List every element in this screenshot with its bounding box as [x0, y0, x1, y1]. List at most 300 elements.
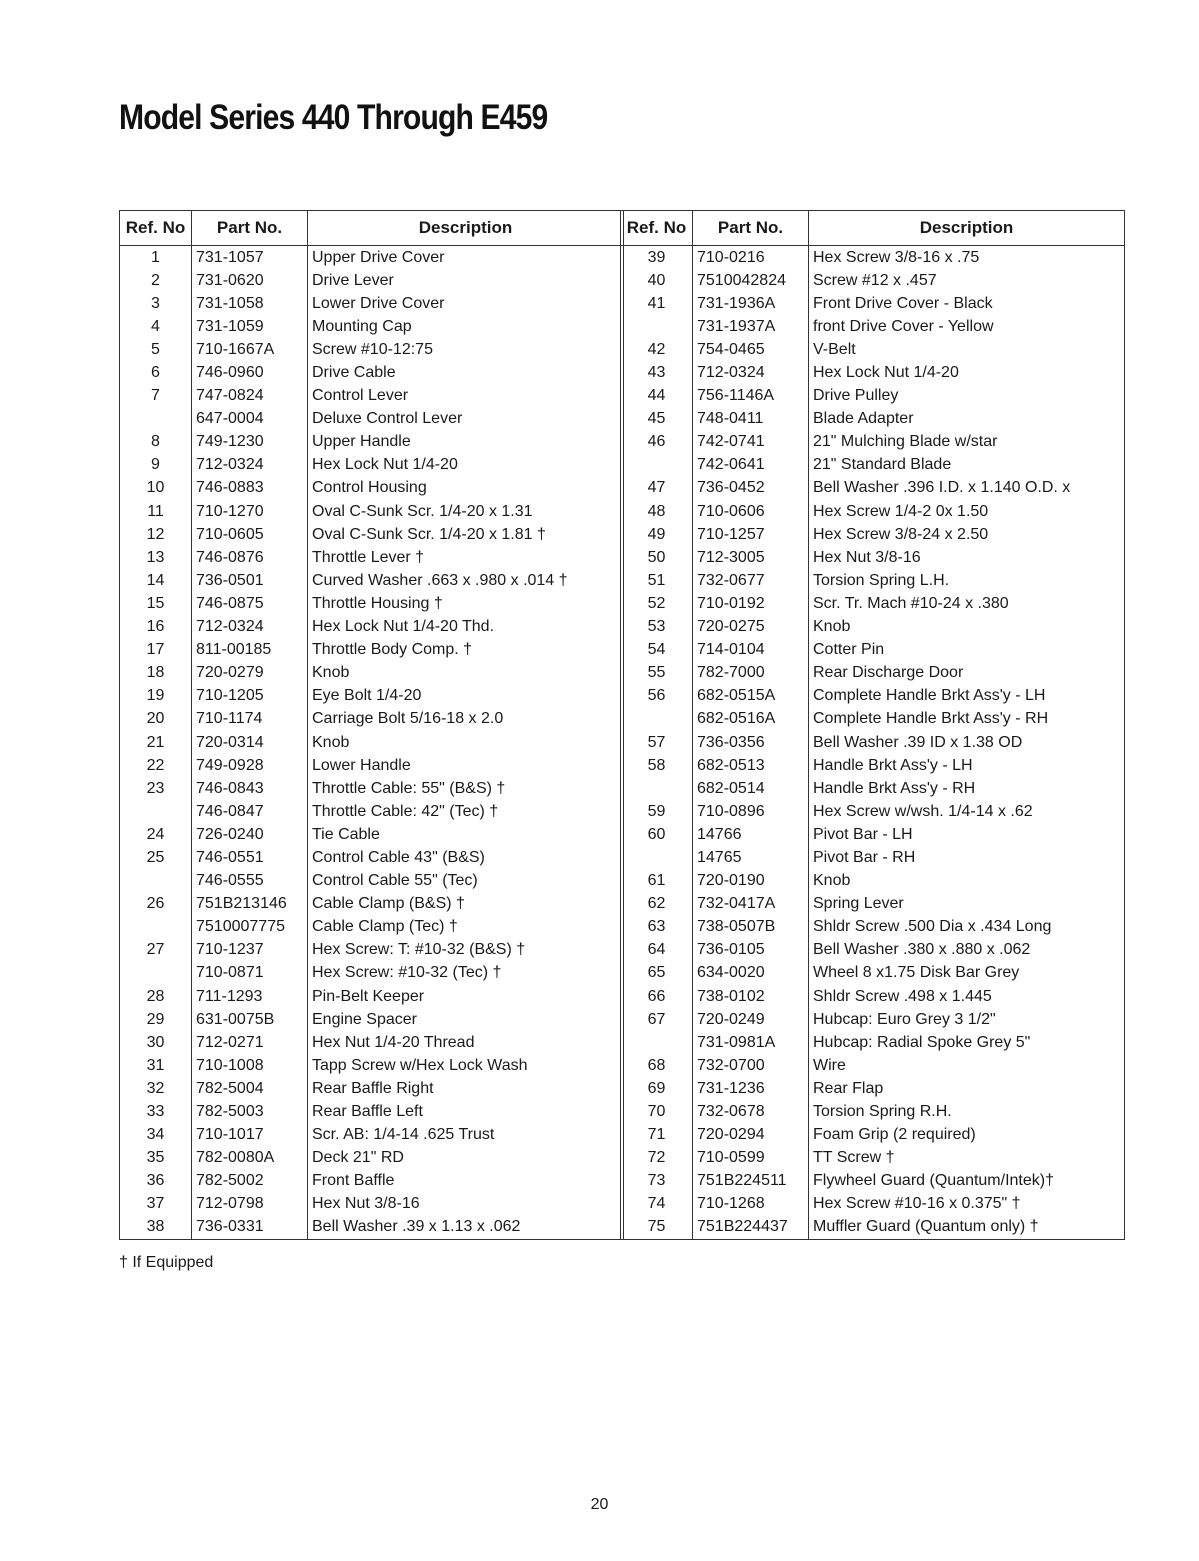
- ref-no-cell: 33: [120, 1100, 192, 1123]
- ref-no-cell: 8: [120, 431, 192, 454]
- ref-no-cell: 46: [621, 431, 693, 454]
- table-row: [621, 569, 1124, 592]
- part-no-cell: 738-0102: [693, 985, 809, 1008]
- description-cell: Scr. Tr. Mach #10-24 x .380: [813, 594, 1009, 612]
- table-row: [120, 800, 623, 823]
- table-row: [621, 916, 1124, 939]
- table-row: [120, 454, 623, 477]
- table-row: [621, 662, 1124, 685]
- ref-no-cell: 64: [621, 939, 693, 962]
- ref-no-cell: 41: [621, 292, 693, 315]
- table-row: [120, 823, 623, 846]
- ref-no-cell: [120, 800, 192, 823]
- ref-no-cell: 59: [621, 800, 693, 823]
- table-row: [120, 685, 623, 708]
- description-cell: Wheel 8 x1.75 Disk Bar Grey: [813, 964, 1020, 982]
- part-no-cell: 710-1008: [192, 1054, 308, 1077]
- ref-no-cell: 67: [621, 1008, 693, 1031]
- table-row: [621, 777, 1124, 800]
- ref-no-cell: 28: [120, 985, 192, 1008]
- footnote: † If Equipped: [119, 1254, 214, 1271]
- table-row: [120, 1054, 623, 1077]
- table-row: [621, 1170, 1124, 1193]
- part-no-cell: 710-1237: [192, 939, 308, 962]
- ref-no-cell: [120, 962, 192, 985]
- ref-no-cell: 51: [621, 569, 693, 592]
- description-cell: Throttle Cable: 42" (Tec) †: [312, 802, 499, 820]
- part-no-cell: 731-1936A: [693, 292, 809, 315]
- part-no-cell: 631-0075B: [192, 1008, 308, 1031]
- table-row: [120, 477, 623, 500]
- ref-no-cell: 18: [120, 662, 192, 685]
- description-cell: Torsion Spring L.H.: [813, 571, 950, 589]
- table-row: [621, 708, 1124, 731]
- ref-no-cell: [120, 916, 192, 939]
- ref-no-cell: 61: [621, 870, 693, 893]
- part-no-cell: 7510007775: [192, 916, 308, 939]
- description-cell: Cable Clamp (B&S) †: [312, 895, 465, 913]
- description-cell: Bell Washer .39 ID x 1.38 OD: [813, 733, 1023, 751]
- ref-no-cell: 16: [120, 616, 192, 639]
- description-cell: Throttle Housing †: [312, 594, 443, 612]
- ref-no-cell: 12: [120, 523, 192, 546]
- ref-no-cell: 14: [120, 569, 192, 592]
- description-cell: Knob: [312, 664, 350, 682]
- description-cell: 21" Standard Blade: [813, 456, 952, 474]
- ref-no-cell: 71: [621, 1124, 693, 1147]
- ref-no-cell: [120, 408, 192, 431]
- table-row: [120, 385, 623, 408]
- description-cell: Cotter Pin: [813, 641, 885, 659]
- description-cell: Screw #10-12:75: [312, 340, 433, 358]
- ref-no-cell: [621, 1031, 693, 1054]
- table-row: [120, 361, 623, 384]
- description-cell: Throttle Body Comp. †: [312, 641, 473, 659]
- part-no-cell: 710-0192: [693, 592, 809, 615]
- description-cell: Hubcap: Euro Grey 3 1/2": [813, 1010, 996, 1028]
- table-row: [120, 870, 623, 893]
- table-row: [120, 546, 623, 569]
- ref-no-cell: 57: [621, 731, 693, 754]
- part-no-cell: 749-0928: [192, 754, 308, 777]
- description-cell: Hex Lock Nut 1/4-20: [312, 456, 458, 474]
- description-cell: Throttle Cable: 55" (B&S) †: [312, 779, 506, 797]
- description-cell: Hex Nut 3/8-16: [312, 1195, 420, 1213]
- description-cell: Scr. AB: 1/4-14 .625 Trust: [312, 1126, 495, 1144]
- part-no-cell: 732-0700: [693, 1054, 809, 1077]
- part-no-cell: 732-0678: [693, 1100, 809, 1123]
- table-row: [120, 754, 623, 777]
- table-row: [120, 777, 623, 800]
- description-cell: Drive Cable: [312, 364, 396, 382]
- part-no-cell: 731-0981A: [693, 1031, 809, 1054]
- table-header: [621, 211, 1124, 246]
- description-cell: Hubcap: Radial Spoke Grey 5": [813, 1033, 1031, 1051]
- description-cell: Tapp Screw w/Hex Lock Wash: [312, 1056, 528, 1074]
- table-row: [120, 569, 623, 592]
- part-no-cell: 746-0875: [192, 592, 308, 615]
- table-row: [120, 1170, 623, 1193]
- part-no-cell: 712-0324: [693, 361, 809, 384]
- table-row: [621, 292, 1124, 315]
- part-no-cell: 710-1667A: [192, 338, 308, 361]
- part-no-cell: 751B224437: [693, 1216, 809, 1239]
- table-row: [621, 592, 1124, 615]
- ref-no-cell: 7: [120, 385, 192, 408]
- table-row: [120, 939, 623, 962]
- description-cell: Hex Screw: #10-32 (Tec) †: [312, 964, 502, 982]
- part-no-cell: 710-1257: [693, 523, 809, 546]
- table-row: [120, 616, 623, 639]
- ref-no-cell: [120, 870, 192, 893]
- table-row: [621, 385, 1124, 408]
- table-row: [120, 1031, 623, 1054]
- part-no-cell: 747-0824: [192, 385, 308, 408]
- ref-no-cell: 15: [120, 592, 192, 615]
- table-row: [621, 939, 1124, 962]
- description-cell: Curved Washer .663 x .980 x .014 †: [312, 571, 568, 589]
- table-row: [621, 1193, 1124, 1216]
- table-row: [621, 731, 1124, 754]
- table-row: [120, 662, 623, 685]
- table-row: [120, 269, 623, 292]
- description-cell: Bell Washer .380 x .880 x .062: [813, 941, 1031, 959]
- ref-no-cell: 72: [621, 1147, 693, 1170]
- part-no-cell: 682-0513: [693, 754, 809, 777]
- description-cell: Drive Pulley: [813, 387, 899, 405]
- part-no-cell: 746-0843: [192, 777, 308, 800]
- description-cell: Control Cable 43" (B&S): [312, 848, 485, 866]
- description-cell: Knob: [813, 872, 851, 890]
- part-no-cell: 731-1058: [192, 292, 308, 315]
- table-row: [621, 1147, 1124, 1170]
- table-row: [621, 361, 1124, 384]
- part-no-cell: 710-1205: [192, 685, 308, 708]
- ref-no-cell: 38: [120, 1216, 192, 1239]
- table-row: [120, 846, 623, 869]
- ref-no-cell: 31: [120, 1054, 192, 1077]
- table-body-right: [621, 246, 1124, 1239]
- description-cell: Foam Grip (2 required): [813, 1126, 976, 1144]
- part-no-cell: 710-0605: [192, 523, 308, 546]
- ref-no-cell: 50: [621, 546, 693, 569]
- table-row: [621, 893, 1124, 916]
- description-cell: Upper Drive Cover: [312, 248, 445, 266]
- table-row: [621, 685, 1124, 708]
- ref-no-cell: 30: [120, 1031, 192, 1054]
- table-row: [621, 338, 1124, 361]
- part-no-cell: 811-00185: [192, 639, 308, 662]
- part-no-cell: 746-0960: [192, 361, 308, 384]
- part-no-cell: 746-0555: [192, 870, 308, 893]
- description-cell: Eye Bolt 1/4-20: [312, 687, 422, 705]
- part-no-cell: 710-1268: [693, 1193, 809, 1216]
- part-no-cell: 682-0514: [693, 777, 809, 800]
- part-no-cell: 748-0411: [693, 408, 809, 431]
- description-cell: Complete Handle Brkt Ass'y - RH: [813, 710, 1049, 728]
- part-no-cell: 14766: [693, 823, 809, 846]
- part-no-cell: 751B224511: [693, 1170, 809, 1193]
- part-no-cell: 710-1017: [192, 1124, 308, 1147]
- ref-no-cell: 66: [621, 985, 693, 1008]
- table-row: [120, 292, 623, 315]
- table-row: [120, 1077, 623, 1100]
- part-no-cell: 731-1937A: [693, 315, 809, 338]
- description-cell: Hex Screw: T: #10-32 (B&S) †: [312, 941, 526, 959]
- ref-no-cell: 23: [120, 777, 192, 800]
- ref-no-cell: 45: [621, 408, 693, 431]
- ref-no-cell: 2: [120, 269, 192, 292]
- description-cell: Hex Screw w/wsh. 1/4-14 x .62: [813, 802, 1033, 820]
- header-ref-no: Ref. No: [621, 211, 693, 245]
- table-row: [621, 1077, 1124, 1100]
- part-no-cell: 731-0620: [192, 269, 308, 292]
- part-no-cell: 746-0883: [192, 477, 308, 500]
- ref-no-cell: 49: [621, 523, 693, 546]
- part-no-cell: 712-0798: [192, 1193, 308, 1216]
- description-cell: Bell Washer .396 I.D. x 1.140 O.D. x: [813, 479, 1071, 497]
- part-no-cell: 712-0324: [192, 616, 308, 639]
- ref-no-cell: 19: [120, 685, 192, 708]
- table-row: [621, 1031, 1124, 1054]
- ref-no-cell: [621, 454, 693, 477]
- description-cell: Deck 21" RD: [312, 1149, 404, 1167]
- part-no-cell: 682-0515A: [693, 685, 809, 708]
- table-row: [621, 962, 1124, 985]
- part-no-cell: 710-0599: [693, 1147, 809, 1170]
- table-row: [621, 985, 1124, 1008]
- part-no-cell: 711-1293: [192, 985, 308, 1008]
- description-cell: Spring Lever: [813, 895, 904, 913]
- table-row: [120, 893, 623, 916]
- description-cell: Throttle Lever †: [312, 548, 425, 566]
- ref-no-cell: 13: [120, 546, 192, 569]
- description-cell: Control Lever: [312, 387, 409, 405]
- table-row: [621, 269, 1124, 292]
- description-cell: front Drive Cover - Yellow: [813, 317, 994, 335]
- description-cell: 21" Mulching Blade w/star: [813, 433, 998, 451]
- ref-no-cell: [621, 777, 693, 800]
- table-row: [120, 500, 623, 523]
- table-row: [621, 523, 1124, 546]
- description-cell: Rear Flap: [813, 1079, 884, 1097]
- part-no-cell: 756-1146A: [693, 385, 809, 408]
- part-no-cell: 712-0324: [192, 454, 308, 477]
- part-no-cell: 712-0271: [192, 1031, 308, 1054]
- description-cell: Drive Lever: [312, 271, 394, 289]
- ref-no-cell: 68: [621, 1054, 693, 1077]
- table-row: [621, 800, 1124, 823]
- ref-no-cell: 60: [621, 823, 693, 846]
- header-part-no: Part No.: [192, 211, 308, 245]
- description-cell: TT Screw †: [813, 1149, 895, 1167]
- part-no-cell: 712-3005: [693, 546, 809, 569]
- ref-no-cell: 35: [120, 1147, 192, 1170]
- ref-no-cell: 3: [120, 292, 192, 315]
- ref-no-cell: 54: [621, 639, 693, 662]
- table-row: [621, 846, 1124, 869]
- table-row: [621, 315, 1124, 338]
- table-row: [120, 246, 623, 269]
- ref-no-cell: 48: [621, 500, 693, 523]
- table-body-left: [120, 246, 623, 1239]
- ref-no-cell: 40: [621, 269, 693, 292]
- table-row: [621, 246, 1124, 269]
- description-cell: Knob: [312, 733, 350, 751]
- description-cell: Hex Screw 3/8-16 x .75: [813, 248, 980, 266]
- description-cell: Bell Washer .39 x 1.13 x .062: [312, 1218, 521, 1236]
- ref-no-cell: 73: [621, 1170, 693, 1193]
- part-no-cell: 731-1057: [192, 246, 308, 269]
- description-cell: Oval C-Sunk Scr. 1/4-20 x 1.31: [312, 502, 533, 520]
- table-row: [120, 708, 623, 731]
- table-row: [120, 408, 623, 431]
- ref-no-cell: 1: [120, 246, 192, 269]
- part-no-cell: 710-0216: [693, 246, 809, 269]
- table-row: [120, 1124, 623, 1147]
- description-cell: Pin-Belt Keeper: [312, 987, 425, 1005]
- part-no-cell: 746-0551: [192, 846, 308, 869]
- description-cell: Rear Discharge Door: [813, 664, 964, 682]
- ref-no-cell: 5: [120, 338, 192, 361]
- description-cell: Tie Cable: [312, 825, 380, 843]
- table-row: [120, 1008, 623, 1031]
- table-row: [120, 315, 623, 338]
- table-row: [621, 500, 1124, 523]
- description-cell: Control Housing: [312, 479, 427, 497]
- part-no-cell: 731-1236: [693, 1077, 809, 1100]
- part-no-cell: 749-1230: [192, 431, 308, 454]
- description-cell: Front Baffle: [312, 1172, 395, 1190]
- table-row: [621, 1216, 1124, 1239]
- table-row: [621, 1054, 1124, 1077]
- ref-no-cell: 65: [621, 962, 693, 985]
- part-no-cell: 720-0314: [192, 731, 308, 754]
- part-no-cell: 710-1270: [192, 500, 308, 523]
- ref-no-cell: 37: [120, 1193, 192, 1216]
- description-cell: Shldr Screw .498 x 1.445: [813, 987, 992, 1005]
- table-row: [621, 639, 1124, 662]
- ref-no-cell: 47: [621, 477, 693, 500]
- part-no-cell: 710-0606: [693, 500, 809, 523]
- description-cell: Upper Handle: [312, 433, 411, 451]
- ref-no-cell: 63: [621, 916, 693, 939]
- ref-no-cell: 21: [120, 731, 192, 754]
- part-no-cell: 720-0190: [693, 870, 809, 893]
- table-row: [621, 823, 1124, 846]
- table-row: [621, 1100, 1124, 1123]
- description-cell: Mounting Cap: [312, 317, 412, 335]
- ref-no-cell: 42: [621, 338, 693, 361]
- table-row: [621, 431, 1124, 454]
- description-cell: Lower Drive Cover: [312, 294, 445, 312]
- part-no-cell: 782-0080A: [192, 1147, 308, 1170]
- description-cell: Hex Screw 3/8-24 x 2.50: [813, 525, 989, 543]
- part-no-cell: 710-1174: [192, 708, 308, 731]
- part-no-cell: 720-0275: [693, 616, 809, 639]
- header-description: Description: [919, 218, 1014, 237]
- page-number: 20: [590, 1496, 609, 1513]
- part-no-cell: 746-0876: [192, 546, 308, 569]
- part-no-cell: 751B213146: [192, 893, 308, 916]
- description-cell: Handle Brkt Ass'y - LH: [813, 756, 973, 774]
- ref-no-cell: [621, 846, 693, 869]
- description-cell: Torsion Spring R.H.: [813, 1103, 952, 1121]
- part-no-cell: 710-0871: [192, 962, 308, 985]
- part-no-cell: 647-0004: [192, 408, 308, 431]
- table-row: [120, 338, 623, 361]
- description-cell: V-Belt: [813, 340, 856, 358]
- description-cell: Screw #12 x .457: [813, 271, 937, 289]
- ref-no-cell: 36: [120, 1170, 192, 1193]
- ref-no-cell: 43: [621, 361, 693, 384]
- table-row: [120, 731, 623, 754]
- part-no-cell: 782-5003: [192, 1100, 308, 1123]
- description-cell: Hex Lock Nut 1/4-20 Thd.: [312, 618, 495, 636]
- description-cell: Engine Spacer: [312, 1010, 417, 1028]
- part-no-cell: 720-0249: [693, 1008, 809, 1031]
- part-no-cell: 731-1059: [192, 315, 308, 338]
- part-no-cell: 736-0331: [192, 1216, 308, 1239]
- ref-no-cell: 6: [120, 361, 192, 384]
- table-row: [621, 1008, 1124, 1031]
- ref-no-cell: 62: [621, 893, 693, 916]
- description-cell: Pivot Bar - RH: [813, 848, 916, 866]
- ref-no-cell: 20: [120, 708, 192, 731]
- ref-no-cell: 74: [621, 1193, 693, 1216]
- ref-no-cell: 75: [621, 1216, 693, 1239]
- parts-table-left: [119, 210, 624, 1240]
- part-no-cell: 736-0501: [192, 569, 308, 592]
- description-cell: Blade Adapter: [813, 410, 914, 428]
- part-no-cell: 726-0240: [192, 823, 308, 846]
- table-row: [621, 477, 1124, 500]
- part-no-cell: 14765: [693, 846, 809, 869]
- table-row: [120, 962, 623, 985]
- part-no-cell: 736-0452: [693, 477, 809, 500]
- table-row: [621, 754, 1124, 777]
- description-cell: Knob: [813, 618, 851, 636]
- description-cell: Deluxe Control Lever: [312, 410, 463, 428]
- ref-no-cell: 32: [120, 1077, 192, 1100]
- description-cell: Control Cable 55" (Tec): [312, 872, 478, 890]
- part-no-cell: 736-0105: [693, 939, 809, 962]
- table-row: [120, 431, 623, 454]
- ref-no-cell: [621, 708, 693, 731]
- part-no-cell: 736-0356: [693, 731, 809, 754]
- ref-no-cell: 56: [621, 685, 693, 708]
- part-no-cell: 746-0847: [192, 800, 308, 823]
- description-cell: Shldr Screw .500 Dia x .434 Long: [813, 918, 1052, 936]
- table-row: [621, 546, 1124, 569]
- table-row: [120, 639, 623, 662]
- table-row: [120, 1147, 623, 1170]
- description-cell: Rear Baffle Right: [312, 1079, 434, 1097]
- description-cell: Oval C-Sunk Scr. 1/4-20 x 1.81 †: [312, 525, 546, 543]
- table-row: [120, 1216, 623, 1239]
- ref-no-cell: 34: [120, 1124, 192, 1147]
- ref-no-cell: 9: [120, 454, 192, 477]
- description-cell: Lower Handle: [312, 756, 411, 774]
- ref-no-cell: 39: [621, 246, 693, 269]
- ref-no-cell: 58: [621, 754, 693, 777]
- part-no-cell: 682-0516A: [693, 708, 809, 731]
- description-cell: Hex Lock Nut 1/4-20: [813, 364, 959, 382]
- description-cell: Handle Brkt Ass'y - RH: [813, 779, 976, 797]
- part-no-cell: 720-0294: [693, 1124, 809, 1147]
- ref-no-cell: 10: [120, 477, 192, 500]
- ref-no-cell: 26: [120, 893, 192, 916]
